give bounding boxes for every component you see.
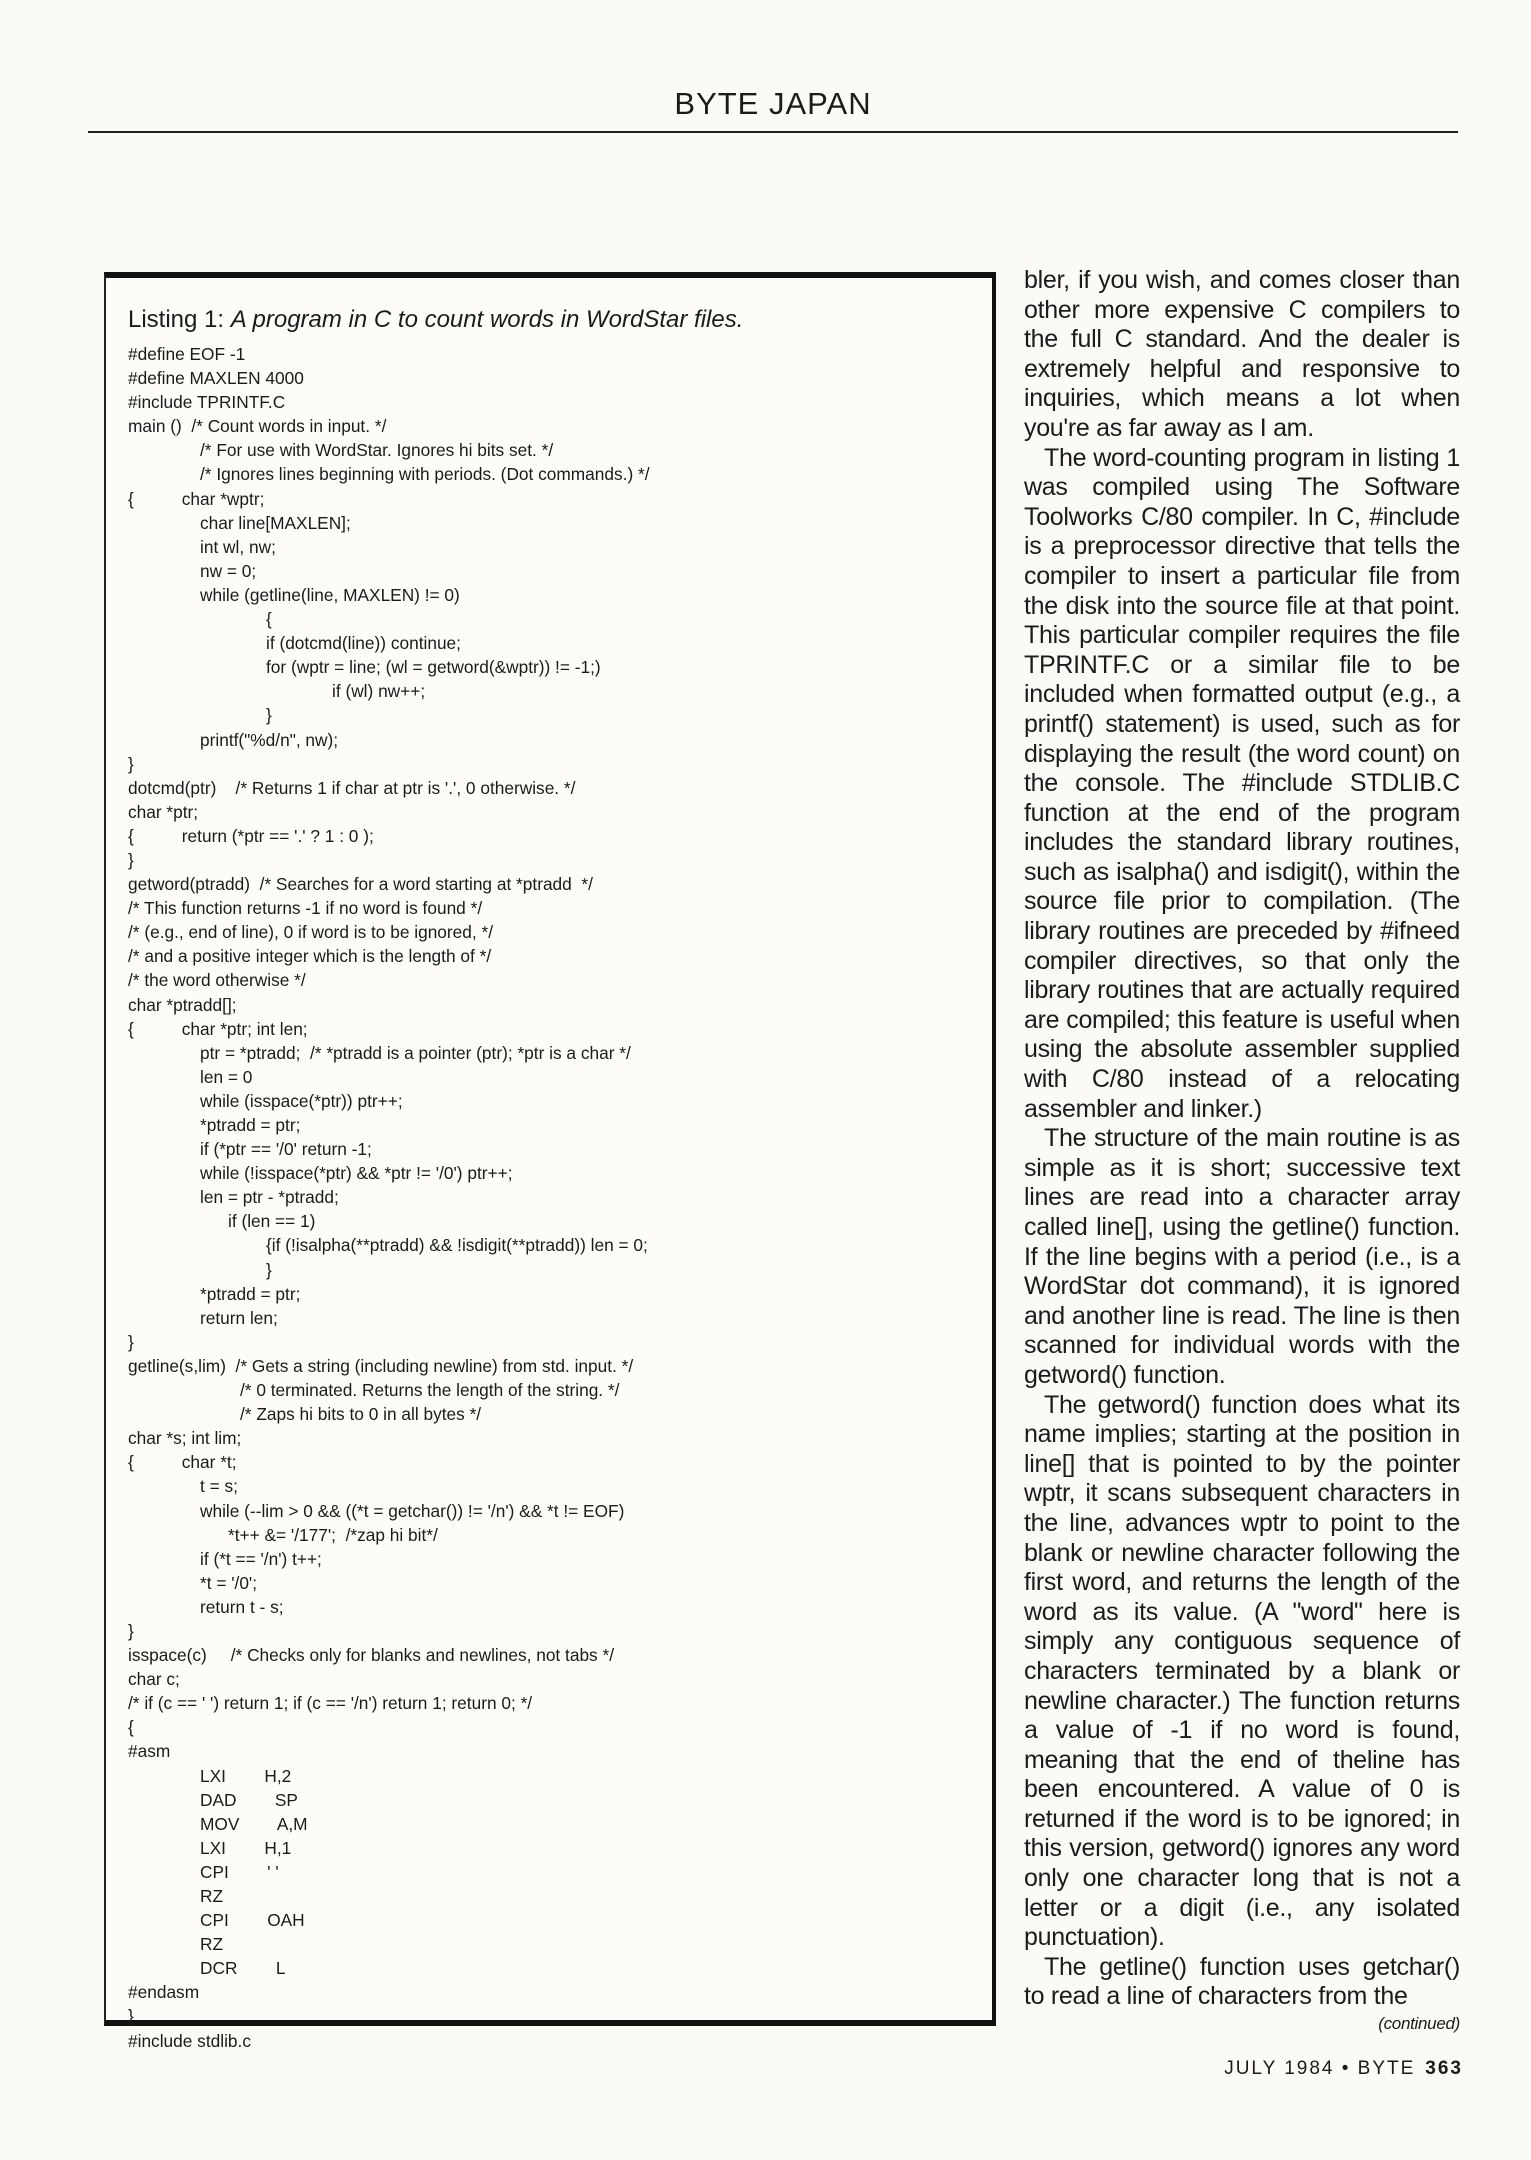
footer-date: JULY 1984 • BYTE: [1224, 2058, 1416, 2079]
code-line: }: [128, 1331, 134, 1352]
code-line: /* if (c == ' ') return 1; if (c == '/n') return 1; return 0; */: [128, 1693, 533, 1714]
article-paragraph: The getword() function does what its name implies; starting at the position in line[] that is pointed to by the pointer wptr, it scans subsequent characters in the line, advances wptr to point to the blank or newline character following the first word, and returns the length of the word as its value. (A "word" here is simply any contiguous sequence of characters terminated by a blank or newline character.) The function returns a value of -1 if no word is found, meaning that the end of theline has been encountered. A value of 0 is returned if the word is to be ignored; in this version, getword() ignores any word only one character long that is not a letter or a digit (i.e., any isolated punctuation).: [1024, 1390, 1460, 1952]
listing-title: [128, 306, 992, 334]
code-line: ptr = *ptradd; /* *ptradd is a pointer (ptr); *ptr is a char */: [200, 1042, 631, 1063]
code-line: /* (e.g., end of line), 0 if word is to be ignored, */: [128, 922, 494, 943]
code-line: MOV A,M: [200, 1813, 308, 1834]
code-line: while (isspace(*ptr)) ptr++;: [200, 1090, 403, 1111]
code-line: dotcmd(ptr) /* Returns 1 if char at ptr is '.', 0 otherwise. */: [128, 777, 576, 798]
listing-caption: A program in C to count words in WordStar files.: [230, 306, 744, 333]
code-line: char line[MAXLEN];: [200, 512, 351, 533]
code-line: }: [128, 1620, 134, 1641]
code-line: *t++ &= '/177'; /*zap hi bit*/: [228, 1524, 438, 1545]
code-block: [128, 342, 992, 2053]
code-line: }: [128, 849, 134, 870]
code-line: DAD SP: [200, 1789, 298, 1810]
code-line: /* For use with WordStar. Ignores hi bits set. */: [200, 440, 554, 461]
code-line: {: [128, 1717, 134, 1738]
code-line: char *ptr;: [128, 801, 199, 822]
article-paragraph: bler, if you wish, and comes closer than other more expensive C compilers to the full C standard. And the dealer is extremely helpful and responsive to inquiries, which means a lot when you're as far away as I am.: [1024, 266, 1460, 442]
code-line: #define MAXLEN 4000: [128, 368, 304, 389]
code-line: CPI ' ': [200, 1861, 279, 1882]
code-line: isspace(c) /* Checks only for blanks and newlines, not tabs */: [128, 1645, 615, 1666]
article-paragraph: The word-counting program in listing 1 was compiled using The Software Toolworks C/80 compiler. In C, #include is a preprocessor directive that tells the compiler to insert a particular file from the disk into the source file at that point. This particular compiler requires the file TPRINTF.C or a similar file to be included when formatted output (e.g., a printf() statement) is used, such as for displaying the result (the word count) on the console. The #include STDLIB.C function at the end of the program includes the standard library routines, such as isalpha() and isdigit(), within the source file prior to compilation. (The library routines are preceded by #ifneed compiler directives, so that only the library routines that are actually required are compiled; this feature is useful when using the absolute assembler supplied with C/80 instead of a relocating assembler and linker.): [1024, 443, 1460, 1123]
code-line: #endasm: [128, 1982, 200, 2003]
code-line: while (--lim > 0 && ((*t = getchar()) != '/n') && *t != EOF): [200, 1500, 625, 1521]
code-line: #asm: [128, 1741, 171, 1762]
code-line: /* This function returns -1 if no word is found */: [128, 898, 483, 919]
code-line: t = s;: [200, 1476, 238, 1497]
code-line: if (len == 1): [228, 1211, 316, 1232]
code-line: getword(ptradd) /* Searches for a word starting at *ptradd */: [128, 874, 593, 895]
code-listing-box: [104, 272, 996, 2051]
code-line: char *s; int lim;: [128, 1428, 242, 1449]
code-line: if (*t == '/n') t++;: [200, 1548, 322, 1569]
code-line: RZ: [200, 1934, 224, 1955]
code-line: {: [266, 609, 272, 630]
article-column: [1024, 266, 1460, 2036]
code-line: DCR L: [200, 1958, 286, 1979]
header-rule: [88, 131, 1458, 133]
code-line: *ptradd = ptr;: [200, 1115, 301, 1135]
code-line: }: [266, 1259, 272, 1280]
code-line: *ptradd = ptr;: [200, 1283, 301, 1304]
code-line: len = ptr - *ptradd;: [200, 1187, 339, 1208]
code-line: char c;: [128, 1669, 180, 1690]
page-number: 363: [1425, 2058, 1463, 2079]
code-line: return len;: [200, 1307, 278, 1328]
code-line: RZ: [200, 1886, 224, 1906]
code-line: return t - s;: [200, 1596, 284, 1617]
code-line: }: [128, 753, 134, 774]
code-line: #include TPRINTF.C: [128, 392, 286, 413]
code-line: #define EOF -1: [128, 344, 246, 364]
code-line: nw = 0;: [200, 560, 257, 581]
code-line: getline(s,lim) /* Gets a string (including newline) from std. input. */: [128, 1355, 634, 1376]
page-footer: [1224, 2058, 1463, 2080]
code-line: #include stdlib.c: [128, 2030, 251, 2051]
code-line: { char *ptr; int len;: [128, 1018, 308, 1039]
code-line: for (wptr = line; (wl = getword(&wptr)) != -1;): [266, 657, 601, 678]
code-line: /* Zaps hi bits to 0 in all bytes */: [240, 1404, 482, 1425]
code-line: /* the word otherwise */: [128, 970, 306, 991]
listing-label: Listing 1:: [128, 306, 225, 333]
code-line: { char *wptr;: [128, 488, 265, 509]
article-paragraph: The getline() function uses getchar() to read a line of characters from the: [1024, 1952, 1460, 2011]
continued-note: (continued): [1378, 2014, 1460, 2034]
code-line: /* 0 terminated. Returns the length of the string. */: [240, 1380, 620, 1401]
code-line: *t = '/0';: [200, 1572, 258, 1593]
code-line: main () /* Count words in input. */: [128, 416, 387, 437]
code-line: /* and a positive integer which is the length of */: [128, 946, 492, 967]
code-line: if (dotcmd(line)) continue;: [266, 633, 461, 654]
code-line: { char *t;: [128, 1452, 237, 1473]
code-line: LXI H,2: [200, 1765, 292, 1786]
code-line: }: [128, 2006, 134, 2027]
code-line: if (wl) nw++;: [332, 681, 426, 702]
code-line: }: [266, 705, 272, 726]
code-line: char *ptradd[];: [128, 994, 237, 1015]
code-line: /* Ignores lines beginning with periods. (Dot commands.) */: [200, 464, 650, 485]
page-header-title: BYTE JAPAN: [674, 86, 872, 121]
code-line: printf("%d/n", nw);: [200, 729, 339, 750]
code-line: LXI H,1: [200, 1837, 292, 1858]
code-line: int wl, nw;: [200, 536, 276, 557]
article-paragraph: The structure of the main routine is as simple as it is short; successive text lines are read into a character array called line[], using the getline() function. If the line begins with a period (i.e., is a WordStar dot command), it is ignored and another line is read. The line is then scanned for individual words with the getword() function.: [1024, 1124, 1460, 1389]
code-line: CPI OAH: [200, 1910, 305, 1931]
code-line: while (getline(line, MAXLEN) != 0): [200, 584, 460, 605]
code-line: { return (*ptr == '.' ? 1 : 0 );: [128, 825, 374, 846]
code-line: if (*ptr == '/0' return -1;: [200, 1139, 372, 1160]
code-line: while (!isspace(*ptr) && *ptr != '/0') ptr++;: [200, 1163, 513, 1184]
code-line: {if (!isalpha(**ptradd) && !isdigit(**ptradd)) len = 0;: [266, 1235, 648, 1256]
code-line: len = 0: [200, 1066, 253, 1087]
